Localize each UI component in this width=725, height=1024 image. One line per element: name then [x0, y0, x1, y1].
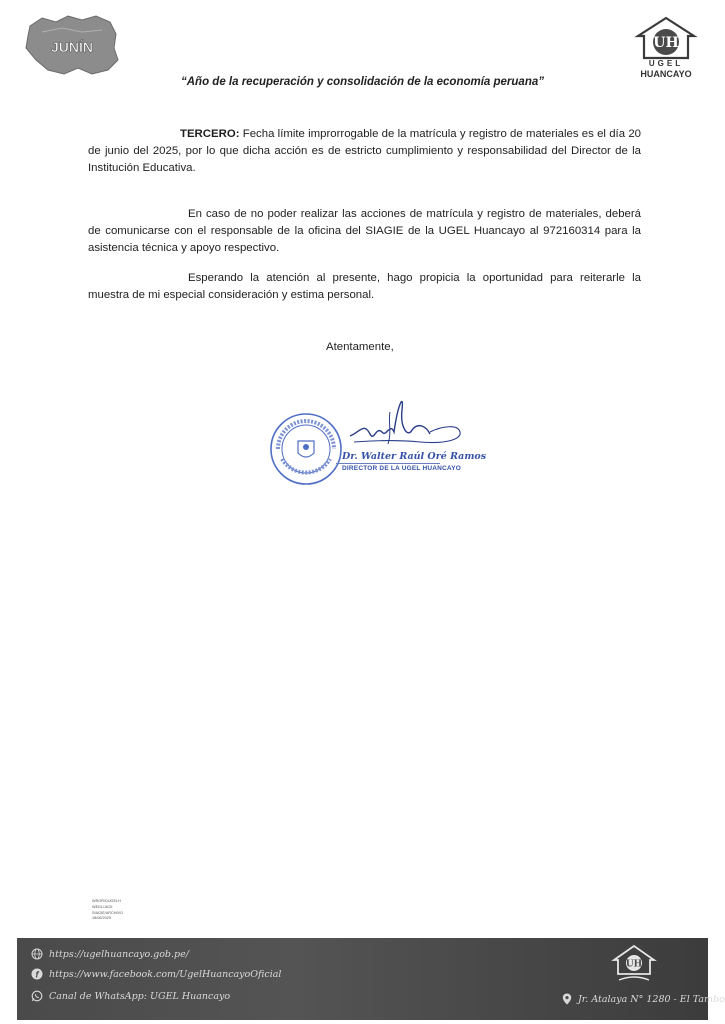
facebook-url[interactable]: https://www.facebook.com/UgelHuancayoOficial [49, 968, 282, 980]
ugel-footer-logo [611, 944, 657, 984]
facebook-icon [31, 968, 43, 980]
ugel-logo-line1: UGEL [648, 59, 684, 68]
closing-salutation: Atentamente, [326, 341, 394, 353]
footer-address [562, 993, 725, 1005]
whatsapp-icon [31, 990, 43, 1002]
year-motto: “Año de la recuperación y consolidación de la economía peruana” [181, 76, 544, 88]
reference-initials [92, 899, 123, 922]
reference-line: 18/06/2025 [92, 916, 112, 921]
reference-line: WROR/DUGELH [92, 899, 121, 903]
reference-line: SIAGIE/ARCHIVO [92, 910, 124, 915]
junin-logo-text: JUNÍN [50, 39, 94, 55]
svg-text:UH: UH [653, 35, 679, 51]
reference-line: WEDL/JAGI [92, 904, 113, 909]
whatsapp-channel[interactable]: Canal de WhatsApp: UGEL Huancayo [49, 990, 231, 1002]
footer-facebook[interactable] [31, 968, 281, 980]
footer-website[interactable] [31, 948, 189, 960]
footer-whatsapp[interactable] [31, 990, 230, 1002]
location-pin-icon [562, 993, 572, 1005]
tercero-label: TERCERO: [180, 128, 240, 140]
junin-region-logo [22, 12, 122, 78]
ugel-logo-line2: HUANCAYO [640, 69, 692, 79]
svg-text:UH: UH [625, 959, 643, 970]
signer-name: Dr. Walter Raúl Oré Ramos [342, 451, 487, 462]
footer-band [17, 938, 725, 1020]
paragraph-closing: Esperando la atención al presente, hago propicia la oportunidad para reiterarle la muestra de mi especial consideración y estima personal. [88, 272, 641, 301]
address-text: Jr. Atalaya N° 1280 - El Tambo [578, 993, 725, 1005]
signer-title: DIRECTOR DE LA UGEL HUANCAYO [342, 465, 462, 472]
paragraph-tercero [88, 126, 641, 177]
signature-line [336, 463, 440, 464]
globe-icon [31, 948, 43, 960]
website-url[interactable]: https://ugelhuancayo.gob.pe/ [49, 948, 189, 960]
tercero-text: Fecha límite improrrogable de la matrícula y registro de materiales es el día 20 de junio del 2025, por lo que dicha acción es de estricto cumplimiento y responsabilidad del Director de la Institución Educativa. [88, 128, 641, 174]
svg-text:f: f [35, 969, 39, 980]
paragraph-contact: En caso de no poder realizar las acciones de matrícula y registro de materiales, deberá de comunicarse con el responsable de la oficina del SIAGIE de la UGEL Huancayo al 972160314 para la asistencia técnica y apoyo respectivo. [88, 208, 641, 254]
